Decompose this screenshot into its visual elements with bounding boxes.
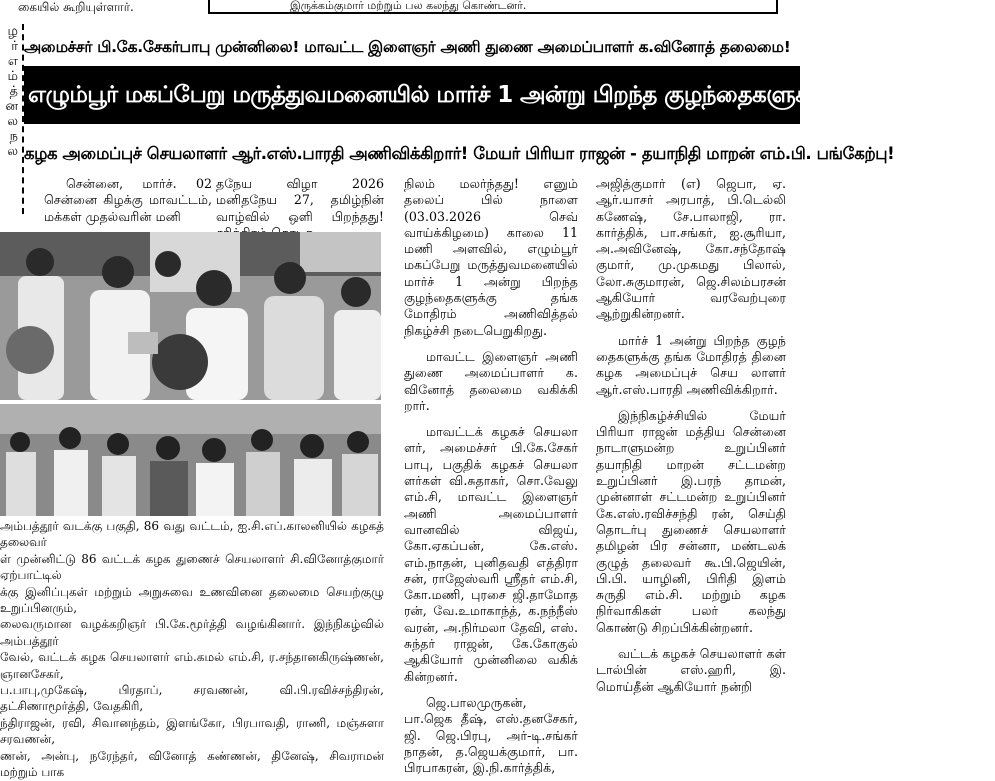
event-photo-bottom-image <box>0 404 381 516</box>
article-paragraph: இந்நிகழ்ச்சியில் மேயர் பிரியா ராஜன் மத்திய சென்னை நாடாளுமன்ற உறுப்பினர் தயாநிதி மாறன் சட்டமன்ற உறுப்பினர் இ.பரந் தாமன், முன்னாள் சட்டமன்ற உறுப்பினர் கே.எஸ்.ரவிச்சந்தி ரன், செய்தி தொடர்பு துணைச் செயலாளர் தமிழன் பிர சன்னா, மண்டலக் குழுத் தலைவர் கூ.பி.ஜெயின், பி.பி. யாழினி, பிரிதி இளம் சுருதி எம்.சி. மற்றும் கழக நிர்வாகிகள் பலர் கலந்து கொண்டு சிறப்பிக்கின்றனர். <box>596 407 786 635</box>
article-paragraph: ஜெ.பாலமுருகன், பா.ஜெக தீஷ், எஸ்.தனசேகர், ஜி. ஜெ.பிரபு, அர்-டி.சங்கர் நாதன், த.ஜெயக்குமார், பா. பிரபாகரன், இ.நி.கார்த்திக், <box>404 694 578 776</box>
article-paragraph: அஜித்குமார் (எ) ஜெபா, ஏ. ஆர்.யாசர் அரபாத், பி.டெல்லி கணேஷ், சே.பாலாஜி, ரா. கார்த்திக், பா.சங்கர், ஐ.சூரியா, அ.அவினேஷ், கோ.சந்தோஷ் குமார், மு.முகமது பிலால், லோ.சுகுமாரன், ஜெ.சிலம்பரசன் ஆகியோர் வரவேற்புரை ஆற்றுகின்றனர். <box>596 176 786 322</box>
sidebar-fragment: ழ <box>7 24 18 39</box>
article-paragraph: நிலம் மலர்ந்தது! எனும் தலைப் பில் நாளை (03.03.2026 செவ் வாய்க்கிழமை) காலை 11 மணி அளவில், எழும்பூர் மகப்பேறு மருத்துவமனையில் மார்ச் 1 அன்று பிறந்த குழந்தைகளுக்கு தங்க மோதிரம் அணிவித்தல் நிகழ்ச்சி நடைபெறுகிறது. <box>404 176 578 338</box>
adjacent-box-tail: இருக்கம்குமார் மற்றும் பல கலந்து கொண்டனர். <box>208 0 778 14</box>
sidebar-fragment: ல <box>7 114 18 129</box>
sidebar-fragment: த் <box>9 84 18 99</box>
kicker-headline: அமைச்சர் பி.கே.சேகர்பாபு முன்னிலை! மாவட்ட இளைஞர் அணி துணை அமைப்பாளர் க.வினோத் தலைமை! <box>24 38 791 56</box>
caption-line: ந்திராஜன், ரவி, சிவானந்தம், இளங்கோ, பிரபாவதி, ராணி, மஞ்சுளா சரவணன், <box>0 715 384 747</box>
caption-line: ப.பாபு,முகேஷ், பிரதாப், சரவணன், வி.பி.ரவிச்சந்திரன், தட்சிணாமூர்த்தி, வேதகிரி, <box>0 683 384 714</box>
article-paragraph: தநேய விழா 2026 மனிதநேய 27, தமிழ்நின் வாழ்வில் ஒளி பிறந்தது! <box>216 176 384 224</box>
article-paragraph: மாவட்டக் கழகச் செயலா ளர், அமைச்சர் பி.கே.சேகர் பாபு, பகுதிக் கழகச் செயலா ளர்கள் வி.சுதாகர், சொ.வேலு எம்.சி, மாவட்ட இளைஞர் அணி அமைப்பாளர் வானவில் விஜய், கோ.ஏகப்பன், கே.எஸ். எம்.நாதன், புனிதவதி எத்திரா சன், ராஜேஸ்வரி ஸ்ரீதர் எம்.சி, கோ.மணி, புரசை ஜி.தாமோத ரன், வே.உமாகாந்த், க.நந்நீஸ் வரன், அ.நிர்மலா தேவி, எஸ். சுந்தர் ராஜன், கே.கோகுல் ஆகியோர் முன்னிலை வகிக் கின்றனர். <box>404 424 578 684</box>
event-photo-bottom <box>0 404 381 516</box>
caption-line: லைவருமான வழக்கறிஞர் பி.கே.மூர்த்தி வழங்கினார். இந்நிகழ்வில் அம்பத்தூர் <box>0 617 384 648</box>
article-paragraph: மார்ச் 1 அன்று பிறந்த குழந் தைகளுக்கு தங்க மோதிரத் தினை கழக அமைப்புச் செய லாளர் ஆர்.எஸ்.பாரதி அணிவிக்கிறார். <box>596 332 786 397</box>
dateline-paragraph: சென்னை, மார்ச். 02 சென்னை கிழக்கு மாவட்டம், மக்கள் முதல்வரின் மனி <box>44 176 212 224</box>
sidebar-fragment: ம் <box>7 69 18 84</box>
sidebar-fragment: எ <box>7 54 18 69</box>
sidebar-fragment: ன <box>5 99 18 114</box>
article-column-2 <box>216 176 384 224</box>
caption-line: ணன், அன்பு, நரேந்தர், வினோத் கண்ணன், தினேஷ், சிவராமன் மற்றும் பாக <box>0 748 384 780</box>
article-paragraph: மாவட்ட இளைஞர் அணி துணை அமைப்பாளர் க. வினோத் தலைமை வகிக்கி றார். <box>404 348 578 413</box>
sidebar-fragment: ந <box>9 129 18 144</box>
caption-line: க்கு இனிப்புகள் மற்றும் அறுசுவை உணவினை தலைமை செயற்குழு உறுப்பினரும், <box>0 584 384 616</box>
caption-line: வேல், வட்டக் கழக செயலாளர் எம்.கமல் எம்.சி, ர.சந்தானகிருஷ்ணன், ஞானசேகர், <box>0 650 384 681</box>
photo-caption <box>0 518 384 780</box>
sidebar-fragment: ர் <box>11 39 18 54</box>
top-strip <box>0 0 800 22</box>
event-photo-top <box>0 232 381 400</box>
clipped-left-column <box>0 24 22 234</box>
event-photo-top-image <box>0 232 381 400</box>
article-paragraph: வட்டக் கழகச் செயலாளர் கள் டால்பின் எஸ்.ஹரி, இ. மொய்தீன் ஆகியோர் நன்றி <box>596 646 786 694</box>
previous-article-tail: கையில் கூறியுள்ளார். <box>18 0 134 14</box>
sidebar-fragment: ல <box>7 144 18 159</box>
sub-headline: கழக அமைப்புச் செயலாளர் ஆர்.எஸ்.பாரதி அணிவிக்கிறார்! மேயர் பிரியா ராஜன் - தயாநிதி மாறன் எம்.பி. பங்கேற்பு! <box>24 144 895 163</box>
caption-line: அம்பத்தூர் வடக்கு பகுதி, 86 வது வட்டம், ஐ.சி.எப்.காலனியில் கழகத் தலைவர் <box>0 519 384 550</box>
main-headline: எழும்பூர் மகப்பேறு மருத்துவமனையில் மார்ச் 1 அன்று பிறந்த குழந்தைகளுக்கு தங்க மோதிரம்! <box>24 66 800 124</box>
caption-line: ள் முன்னிட்டு 86 வட்டக் கழக துணைச் செயலாளர் சி.வினோத்குமார் ஏற்பாட்டில் <box>0 551 384 583</box>
article-column-1 <box>44 176 212 224</box>
article-column-3 <box>404 176 578 776</box>
article-column-4 <box>596 176 786 694</box>
